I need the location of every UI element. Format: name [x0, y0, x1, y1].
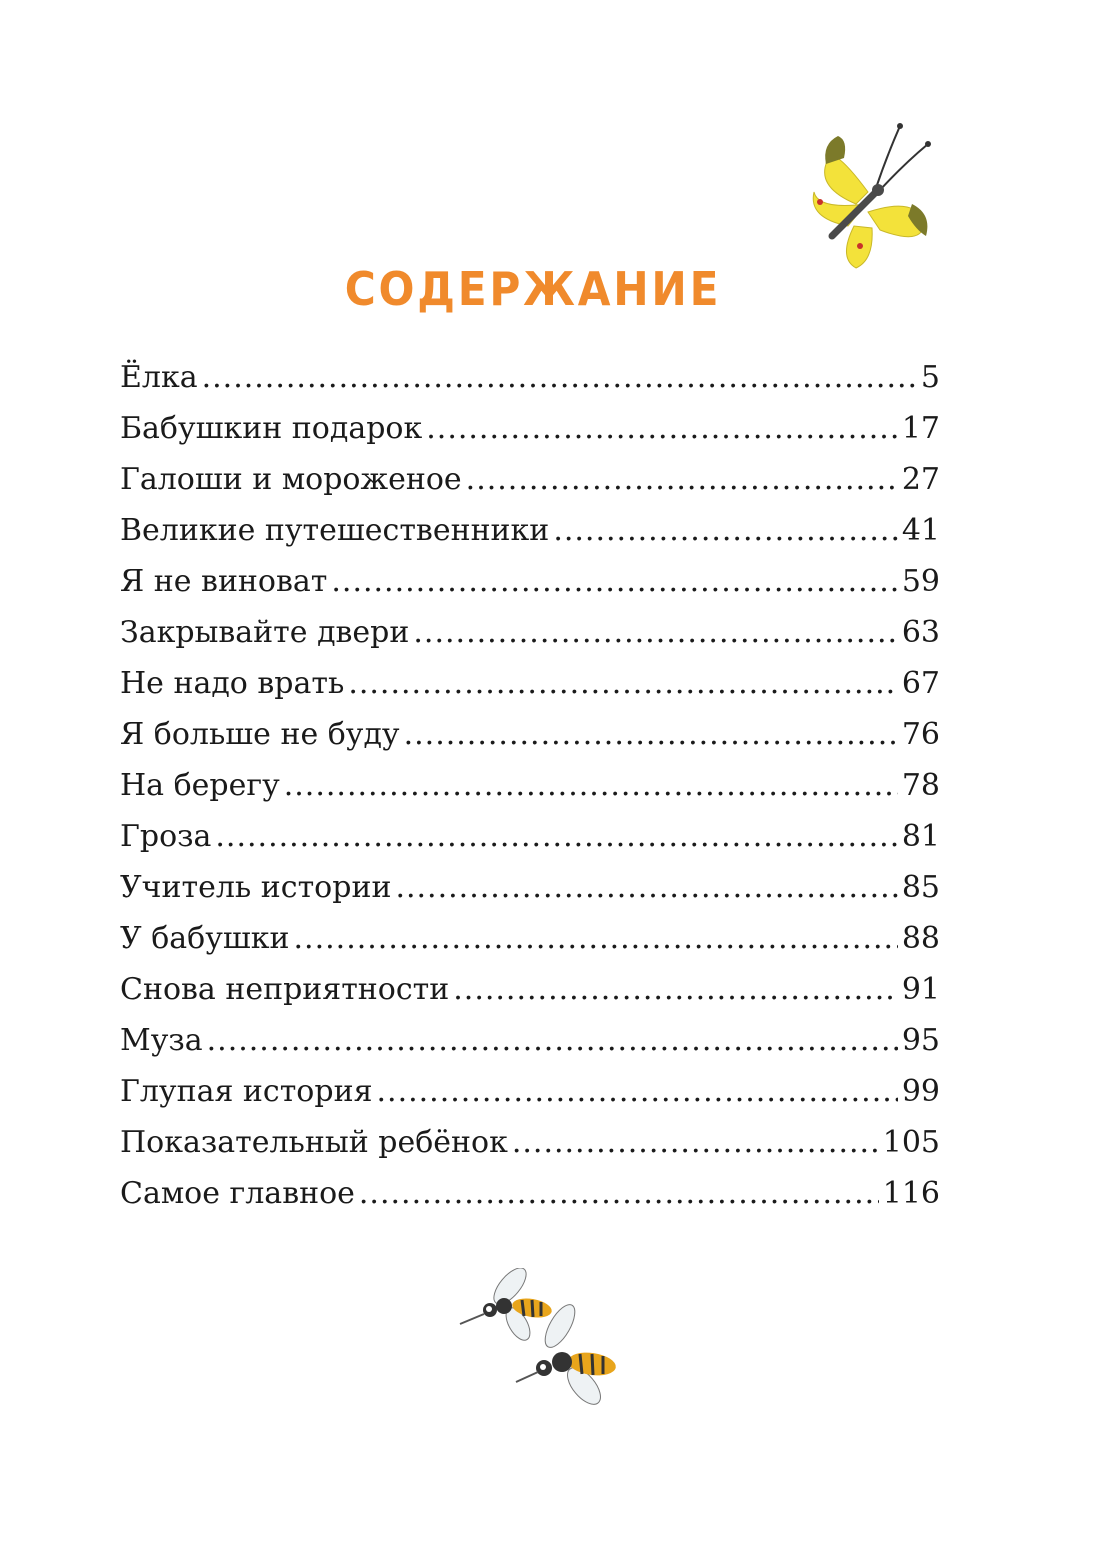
toc-entry-page: 59: [901, 564, 940, 599]
dot-leader: [453, 964, 898, 1015]
page-title: СОДЕРЖАНИЕ: [344, 262, 722, 316]
toc-entry-title: Показательный ребёнок: [120, 1125, 508, 1160]
dot-leader: [395, 862, 897, 913]
toc-entry-title: Снова неприятности: [120, 972, 450, 1007]
toc-entry-page: 5: [920, 360, 940, 395]
toc-entry-title: Бабушкин подарок: [120, 411, 423, 446]
toc-entry-page: 99: [901, 1074, 940, 1109]
toc-entry[interactable]: [120, 913, 940, 964]
dot-leader: [215, 811, 897, 862]
dot-leader: [202, 352, 917, 403]
toc-entry-page: 88: [901, 921, 940, 956]
toc-entry-title: Великие путешественники: [120, 513, 550, 548]
toc-entry[interactable]: [120, 1117, 940, 1168]
toc-entry[interactable]: [120, 862, 940, 913]
toc-entry[interactable]: [120, 1168, 940, 1219]
toc-entry-title: Я больше не буду: [120, 717, 400, 752]
toc-entry-page: 41: [901, 513, 940, 548]
dot-leader: [466, 454, 898, 505]
butterfly-illustration: [808, 118, 940, 270]
toc-entry-page: 63: [901, 615, 940, 650]
dot-leader: [426, 403, 898, 454]
dot-leader: [404, 709, 898, 760]
toc-entry-title: На берегу: [120, 768, 280, 803]
toc-entry-page: 116: [882, 1176, 940, 1211]
dot-leader: [348, 658, 898, 709]
toc-entry-title: Не надо врать: [120, 666, 345, 701]
bees-illustration: [452, 1268, 630, 1418]
toc-entry-title: У бабушки: [120, 921, 290, 956]
dot-leader: [294, 913, 898, 964]
toc-entry-page: 17: [901, 411, 940, 446]
toc-entry-page: 105: [882, 1125, 940, 1160]
toc-entry-title: Закрывайте двери: [120, 615, 410, 650]
bee-icon: [460, 1268, 553, 1344]
toc-entry[interactable]: [120, 607, 940, 658]
toc-entry-page: 81: [901, 819, 940, 854]
dot-leader: [359, 1168, 879, 1219]
dot-leader: [512, 1117, 879, 1168]
toc-entry-title: Глупая история: [120, 1074, 373, 1109]
toc-entry-page: 67: [901, 666, 940, 701]
toc-entry[interactable]: [120, 760, 940, 811]
dot-leader: [207, 1015, 898, 1066]
toc-entry[interactable]: [120, 556, 940, 607]
toc-entry[interactable]: [120, 352, 940, 403]
toc-entry[interactable]: [120, 403, 940, 454]
toc-entry[interactable]: [120, 1015, 940, 1066]
toc-entry[interactable]: [120, 709, 940, 760]
toc-entry[interactable]: [120, 1066, 940, 1117]
toc-entry-page: 91: [901, 972, 940, 1007]
toc-entry-title: Гроза: [120, 819, 212, 854]
toc-entry-page: 95: [901, 1023, 940, 1058]
dot-leader: [413, 607, 897, 658]
dot-leader: [331, 556, 897, 607]
toc-entry-title: Муза: [120, 1023, 203, 1058]
toc-entry-title: Галоши и мороженое: [120, 462, 462, 497]
table-of-contents: [120, 352, 940, 1219]
toc-entry-title: Ёлка: [120, 360, 198, 395]
toc-entry-page: 27: [901, 462, 940, 497]
toc-entry[interactable]: [120, 811, 940, 862]
dot-leader: [553, 505, 898, 556]
dot-leader: [284, 760, 898, 811]
toc-entry[interactable]: [120, 505, 940, 556]
toc-entry[interactable]: [120, 454, 940, 505]
toc-entry[interactable]: [120, 964, 940, 1015]
toc-entry-title: Учитель истории: [120, 870, 392, 905]
toc-entry-page: 78: [901, 768, 940, 803]
toc-entry-page: 76: [901, 717, 940, 752]
toc-entry-title: Самое главное: [120, 1176, 355, 1211]
toc-entry-page: 85: [901, 870, 940, 905]
toc-entry[interactable]: [120, 658, 940, 709]
dot-leader: [377, 1066, 898, 1117]
toc-entry-title: Я не виноват: [120, 564, 328, 599]
